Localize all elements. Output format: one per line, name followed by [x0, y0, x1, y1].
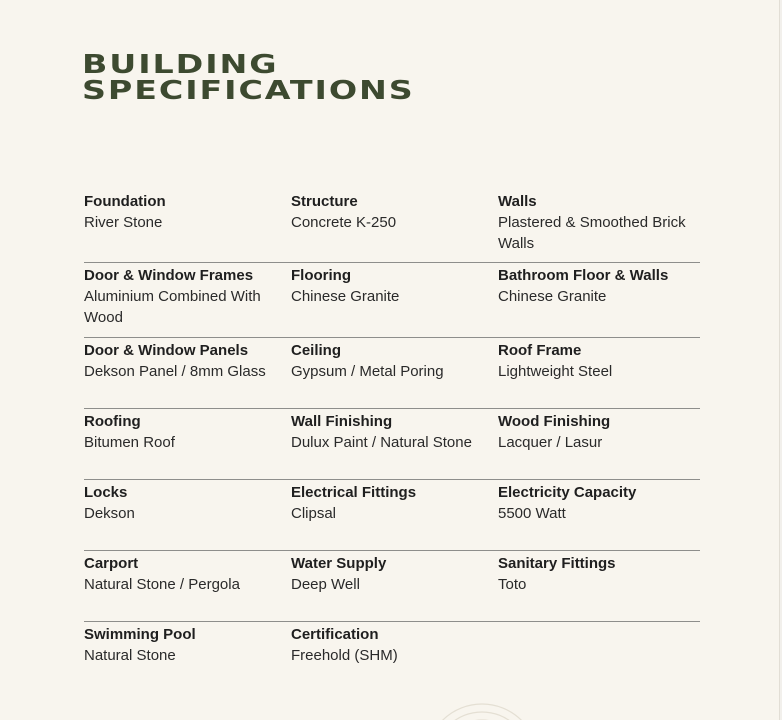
spec-item-water-supply	[291, 554, 498, 621]
spec-value: Clipsal	[291, 505, 337, 522]
spec-label: Structure	[291, 193, 358, 210]
spec-value: Concrete K-250	[291, 214, 397, 231]
spec-item-electricity-capacity	[498, 483, 700, 550]
spec-value: Lacquer / Lasur	[498, 434, 603, 451]
page-title-line-2: SPECIFICATIONS	[82, 76, 415, 106]
spec-row	[84, 263, 700, 338]
spec-label: Wood Finishing	[498, 413, 611, 430]
spec-item-walls	[498, 192, 700, 262]
spec-item-empty	[498, 625, 700, 682]
spec-row	[84, 480, 700, 551]
spec-item-wall-finishing	[291, 412, 498, 479]
spec-item-structure	[291, 192, 498, 262]
spec-label: Bathroom Floor & Walls	[498, 267, 669, 284]
spec-item-carport	[84, 554, 291, 621]
spec-row	[84, 622, 700, 682]
spec-label: Walls	[498, 193, 537, 210]
spec-value: Lightweight Steel	[498, 363, 613, 380]
spec-label: Door & Window Frames	[84, 267, 254, 284]
spec-label: Certification	[291, 626, 379, 643]
spec-value: Deep Well	[291, 576, 360, 593]
spec-item-flooring	[291, 266, 498, 337]
spec-value: Bitumen Roof	[84, 434, 175, 451]
spec-label: Flooring	[291, 267, 351, 284]
spec-label: Water Supply	[291, 555, 387, 572]
decorative-arc-ornament	[422, 700, 542, 720]
spec-row	[84, 338, 700, 409]
spec-label: Electricity Capacity	[498, 484, 637, 501]
spec-label: Electrical Fittings	[291, 484, 417, 501]
page-title-line-1: BUILDING	[82, 50, 279, 80]
spec-value: Aluminium Combined With Wood	[84, 288, 261, 326]
specifications-table	[84, 190, 700, 682]
spec-item-foundation	[84, 192, 291, 262]
spec-label: Ceiling	[291, 342, 342, 359]
spec-value: Natural Stone / Pergola	[84, 576, 240, 593]
spec-item-roofing	[84, 412, 291, 479]
spec-label: Roof Frame	[498, 342, 582, 359]
spec-value: Plastered & Smoothed Brick Walls	[498, 214, 686, 252]
spec-value: Dulux Paint / Natural Stone	[291, 434, 472, 451]
spec-item-locks	[84, 483, 291, 550]
page-title	[82, 52, 415, 104]
spec-item-certification	[291, 625, 498, 682]
spec-value: 5500 Watt	[498, 505, 566, 522]
spec-value: Toto	[498, 576, 527, 593]
spec-value: Dekson	[84, 505, 135, 522]
spec-label: Sanitary Fittings	[498, 555, 616, 572]
spec-item-electrical-fittings	[291, 483, 498, 550]
spec-label: Locks	[84, 484, 128, 501]
spec-row	[84, 409, 700, 480]
spec-label: Foundation	[84, 193, 166, 210]
spec-value: Dekson Panel / 8mm Glass	[84, 363, 266, 380]
spec-label: Door & Window Panels	[84, 342, 249, 359]
spec-label: Carport	[84, 555, 139, 572]
spec-value: Chinese Granite	[498, 288, 607, 305]
spec-value: Chinese Granite	[291, 288, 400, 305]
spec-item-ceiling	[291, 341, 498, 408]
spec-item-door-window-panels	[84, 341, 291, 408]
spec-item-bathroom-floor-walls	[498, 266, 700, 337]
spec-item-swimming-pool	[84, 625, 291, 682]
spec-value: Gypsum / Metal Poring	[291, 363, 444, 380]
spec-label: Roofing	[84, 413, 141, 430]
spec-label: Wall Finishing	[291, 413, 393, 430]
spec-label: Swimming Pool	[84, 626, 196, 643]
spec-item-wood-finishing	[498, 412, 700, 479]
spec-value: Freehold (SHM)	[291, 647, 398, 664]
spec-item-door-window-frames	[84, 266, 291, 337]
spec-value: River Stone	[84, 214, 163, 231]
spec-value: Natural Stone	[84, 647, 176, 664]
spec-item-roof-frame	[498, 341, 700, 408]
spec-item-sanitary-fittings	[498, 554, 700, 621]
spec-row	[84, 190, 700, 263]
spec-row	[84, 551, 700, 622]
